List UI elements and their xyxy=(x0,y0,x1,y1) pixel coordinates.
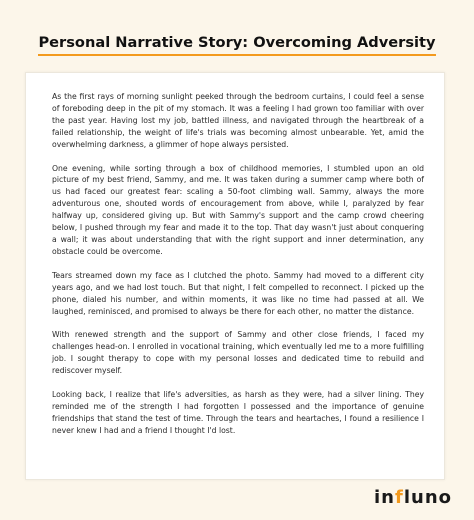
page-title: Personal Narrative Story: Overcoming Adversity xyxy=(38,34,435,56)
logo-accent-letter: f xyxy=(394,487,404,508)
story-paragraph-4: With renewed strength and the support of Sammy and other close friends, I faced my challenges head-on. I enrolled in vocational training, which eventually led me to a more fulfilling job. I sought therapy to cope with my personal losses and dedicated time to rebuild and rediscover myself. xyxy=(52,330,424,376)
story-body xyxy=(52,91,424,449)
influno-logo xyxy=(374,487,452,508)
story-paragraph-5: Looking back, I realize that life's adversities, as harsh as they were, had a silver lining. They reminded me of the strength I had forgotten I possessed and the importance of genuine friendships that stand the test of time. Through the tears and heartaches, I found a resilience I never knew I had and a friend I thought I'd lost. xyxy=(52,390,424,435)
title-wrap xyxy=(0,32,474,56)
story-paragraph-2: One evening, while sorting through a box of childhood memories, I stumbled upon an old picture of my best friend, Sammy, and me. It was taken during a summer camp where both of us had faced our greatest fear: scaling a 50-foot climbing wall. Sammy, always the more adventurous one, shouted words of encouragement from above, while I, paralyzed by fear halfway up, considered giving up. But with Sammy's support and the camp crowd cheering below, I pushed through my fear and made it to the top. That day wasn't just about conquering a wall; it was about understanding that with the right support and inner determination, any obstacle could be overcome. xyxy=(52,163,424,256)
logo-text-end: luno xyxy=(403,487,452,508)
story-paragraph-1: As the first rays of morning sunlight peeked through the bedroom curtains, I could feel a sense of foreboding deep in the pit of my stomach. It was a feeling I had grown too familiar with over the past year. Having lost my job, battled illness, and navigated through the heartbreak of a failed relationship, the weight of life's trials was becoming almost unbearable. Yet, amid the overwhelming darkness, a glimmer of hope always persisted. xyxy=(52,92,424,149)
story-card xyxy=(25,72,445,480)
story-paragraph-3: Tears streamed down my face as I clutched the photo. Sammy had moved to a different city years ago, and we had lost touch. But that night, I felt compelled to reconnect. I picked up the phone, dialed his number, and within moments, it was like no time had passed at all. We laughed, reminisced, and promised to always be there for each other, no matter the distance. xyxy=(52,270,424,316)
logo-text-start: in xyxy=(374,487,395,508)
